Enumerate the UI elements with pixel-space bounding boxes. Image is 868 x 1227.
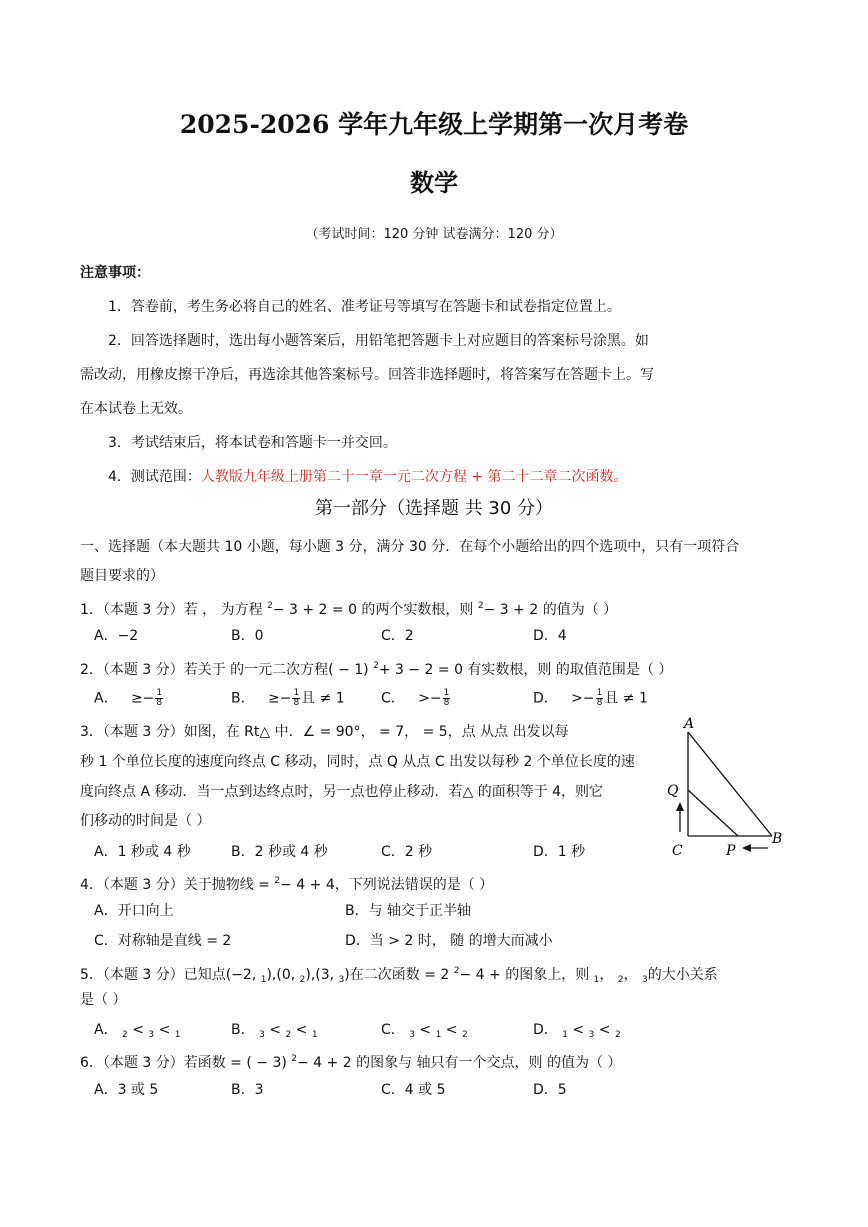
q2-stem [80, 657, 672, 679]
q3-option-a[interactable]: A．1 秒或 4 秒 [94, 844, 191, 860]
q4-exponent: 2 [274, 876, 281, 886]
q4-option-d[interactable]: D．当 > 2 时， 随 的增大而减小 [345, 933, 553, 949]
part1-heading: 第一部分（选择题 共 30 分） [314, 498, 554, 519]
q3-stem-line-1: 3．（本题 3 分）如图，在 Rt△ 中．∠ = 90°， = 7， = 5，点 从点 出发以每 [80, 724, 569, 740]
q1-option-d[interactable]: D．4 [533, 628, 567, 644]
label-b: B [772, 831, 783, 847]
q3-stem-line-3: 度向终点 A 移动．当一点到达终点时，另一点也停止移动．若△ 的面积等于 4，则它 [80, 784, 604, 800]
fraction-denominator: 8 [596, 698, 603, 708]
note-item-4-prefix: 4．测试范围： [108, 469, 201, 485]
q4-option-c[interactable]: C．对称轴是直线 = 2 [94, 933, 232, 949]
q2-option-label: A． [94, 690, 118, 707]
q5-subscript: 1 [311, 1030, 318, 1040]
q2-option-condition: 且 ≠ 1 [301, 690, 345, 707]
q5-subscript: 1 [174, 1030, 181, 1040]
q5-option-a[interactable] [94, 1021, 181, 1044]
fraction-numerator: 1 [293, 688, 300, 698]
q5-option-d[interactable] [533, 1021, 621, 1044]
q4-option-a[interactable]: A．开口向上 [94, 903, 174, 919]
q5-subscript: 2 [299, 975, 306, 985]
label-q: Q [667, 783, 679, 799]
fraction-numerator: 1 [156, 688, 163, 698]
q2-option-relation: ≥− [130, 690, 155, 707]
q5-subscript: 1 [435, 1030, 442, 1040]
q3-option-d[interactable]: D．1 秒 [533, 844, 586, 860]
less-than: < [264, 1022, 286, 1038]
q3-stem-line-2: 秒 1 个单位长度的速度向终点 C 移动，同时，点 Q 从点 C 出发以每秒 2 个单位长度的速 [80, 754, 635, 770]
note-item-3: 3．考试结束后，将本试卷和答题卡一并交回。 [108, 435, 397, 451]
q2-option-a[interactable] [94, 689, 164, 708]
note-item-4 [108, 468, 628, 486]
q2-option-label: D． [533, 690, 558, 707]
q6-stem-part: − 4 + 2 的图象与 轴只有一个交点，则 的值为（ ） [297, 1055, 622, 1071]
fraction-numerator: 1 [596, 688, 603, 698]
q5-stem [80, 962, 718, 989]
q2-option-c[interactable] [381, 689, 451, 708]
q2-option-relation: ≥− [267, 690, 292, 707]
q6-option-b[interactable]: B．3 [231, 1082, 264, 1098]
less-than: < [567, 1022, 589, 1038]
q5-stem-part: ， [623, 967, 643, 983]
q5-option-label: B． [231, 1022, 255, 1038]
q5-stem-part: 的大小关系 [647, 967, 718, 983]
q5-stem-part: )在二次函数 = 2 [344, 967, 454, 983]
note-item-2-line-2: 需改动，用橡皮擦干净后，再选涂其他答案标号。回答非选择题时，将答案写在答题卡上。写 [80, 367, 654, 383]
q5-option-label: D． [533, 1022, 558, 1038]
q1-stem [80, 597, 617, 619]
q4-option-b[interactable]: B．与 轴交于正半轴 [345, 903, 472, 919]
less-than: < [154, 1022, 175, 1038]
section-intro-line-1: 一、选择题（本大题共 10 小题，每小题 3 分，满分 30 分．在每个小题给出的四个选项中，只有一项符合 [80, 539, 740, 555]
q5-subscript: 2 [461, 1030, 468, 1040]
label-a: A [684, 716, 695, 732]
arrow-left-icon [742, 844, 751, 852]
q5-option-label: C． [381, 1022, 405, 1038]
q5-subscript: 2 [617, 975, 624, 985]
side-ab [688, 732, 772, 836]
fraction-denominator: 8 [156, 698, 163, 708]
fraction-denominator: 8 [443, 698, 450, 708]
subject-title: 数学 [410, 168, 458, 197]
one-eighth-fraction [596, 689, 604, 708]
one-eighth-fraction [292, 689, 300, 708]
one-eighth-fraction [443, 689, 451, 708]
q5-option-label: A． [94, 1022, 118, 1038]
note-item-1: 1．答卷前，考生务必将自己的姓名、准考证号等填写在答题卡和试卷指定位置上。 [108, 299, 621, 315]
less-than: < [414, 1022, 436, 1038]
less-than: < [291, 1022, 312, 1038]
q2-option-relation: >− [418, 690, 442, 707]
less-than: < [127, 1022, 149, 1038]
q5-stem-part: 5．（本题 3 分）已知点(−2, [80, 967, 261, 983]
q6-option-a[interactable]: A．3 或 5 [94, 1082, 159, 1098]
q6-stem [80, 1050, 621, 1072]
q2-option-condition: 且 ≠ 1 [604, 690, 648, 707]
q4-stem-part: 4．（本题 3 分）关于抛物线 = [80, 877, 275, 893]
q5-option-b[interactable] [231, 1021, 318, 1044]
fraction-numerator: 1 [443, 688, 450, 698]
q1-stem-part: − 3 + 2 的值为（ ） [483, 602, 618, 618]
q3-option-b[interactable]: B．2 秒或 4 秒 [231, 844, 328, 860]
q2-exponent: 2 [373, 661, 379, 671]
q5-subscript: 3 [338, 975, 345, 985]
less-than: < [441, 1022, 462, 1038]
label-c: C [672, 843, 683, 859]
q1-stem-part: 1．（本题 3 分）若 ， 为方程 [80, 602, 268, 618]
q4-stem-part: − 4 + 4，下列说法错误的是（ ） [280, 877, 494, 893]
q2-option-relation: >− [571, 690, 595, 707]
q2-option-d[interactable] [533, 689, 648, 708]
less-than: < [594, 1022, 615, 1038]
q5-subscript: 2 [285, 1030, 292, 1040]
q5-subscript: 1 [562, 1030, 568, 1040]
q5-subscript: 3 [259, 1030, 265, 1040]
one-eighth-fraction [155, 689, 163, 708]
exam-info: （考试时间：120 分钟 试卷满分：120 分） [305, 227, 563, 242]
q5-subscript: 3 [148, 1030, 155, 1040]
q5-exponent: 2 [453, 966, 460, 976]
q2-stem-part: 2．（本题 3 分）若关于 的一元二次方程( − 1) [80, 662, 374, 678]
q4-stem [80, 872, 493, 894]
segment-pq [688, 790, 738, 836]
q3-option-c[interactable]: C．2 秒 [381, 844, 433, 860]
q3-stem-line-4: 们移动的时间是（ ） [80, 813, 211, 829]
q5-subscript: 3 [588, 1030, 595, 1040]
q5-subscript: 1 [260, 975, 267, 985]
note-item-2-line-3: 在本试卷上无效。 [80, 401, 192, 417]
q5-subscript: 2 [614, 1030, 621, 1040]
q5-subscript: 3 [642, 975, 648, 985]
q2-option-label: C． [381, 690, 405, 707]
q6-option-c[interactable]: C．4 或 5 [381, 1082, 446, 1098]
section-intro-line-2: 题目要求的） [80, 568, 164, 584]
q6-stem-part: 6．（本题 3 分）若函数 = ( − 3) [80, 1055, 292, 1071]
q1-stem-part: − 3 + 2 = 0 的两个实数根，则 [272, 602, 478, 618]
label-p: P [726, 843, 736, 859]
q5-subscript: 2 [122, 1030, 128, 1040]
note-item-2-line-1: 2．回答选择题时，选出每小题答案后，用铅笔把答题卡上对应题目的答案标号涂黑。如 [108, 333, 649, 349]
exam-title: 2025-2026 学年九年级上学期第一次月考卷 [179, 110, 689, 139]
q2-stem-part: + 3 − 2 = 0 有实数根，则 的取值范围是（ ） [378, 662, 673, 678]
q5-stem-part: − 4 + 的图象上，则 [459, 967, 594, 983]
q5-stem-line-2: 是（ ） [80, 992, 127, 1008]
q6-exponent: 2 [291, 1054, 297, 1064]
q6-option-d[interactable]: D．5 [533, 1082, 567, 1098]
q1-exponent: 2 [267, 601, 273, 611]
q1-option-c[interactable]: C．2 [381, 628, 414, 644]
notes-heading: 注意事项： [80, 265, 150, 281]
q5-subscript: 3 [409, 1030, 415, 1040]
q5-stem-part: ),(0, [266, 967, 300, 983]
arrow-up-icon [676, 802, 684, 811]
q5-stem-part: ),(3, [305, 967, 339, 983]
fraction-denominator: 8 [293, 698, 300, 708]
q2-option-label: B． [231, 690, 255, 707]
q5-subscript: 1 [593, 975, 600, 985]
test-scope: 人教版九年级上册第二十一章一元二次方程 + 第二十二章二次函数。 [200, 469, 628, 485]
q1-option-b[interactable]: B．0 [231, 628, 264, 644]
q1-option-a[interactable]: A．−2 [94, 628, 139, 644]
q5-stem-part: ， [599, 967, 618, 983]
q5-option-c[interactable] [381, 1021, 468, 1044]
triangle-figure [664, 712, 794, 862]
q1-exponent: 2 [477, 601, 484, 611]
q2-option-b[interactable] [231, 689, 345, 708]
